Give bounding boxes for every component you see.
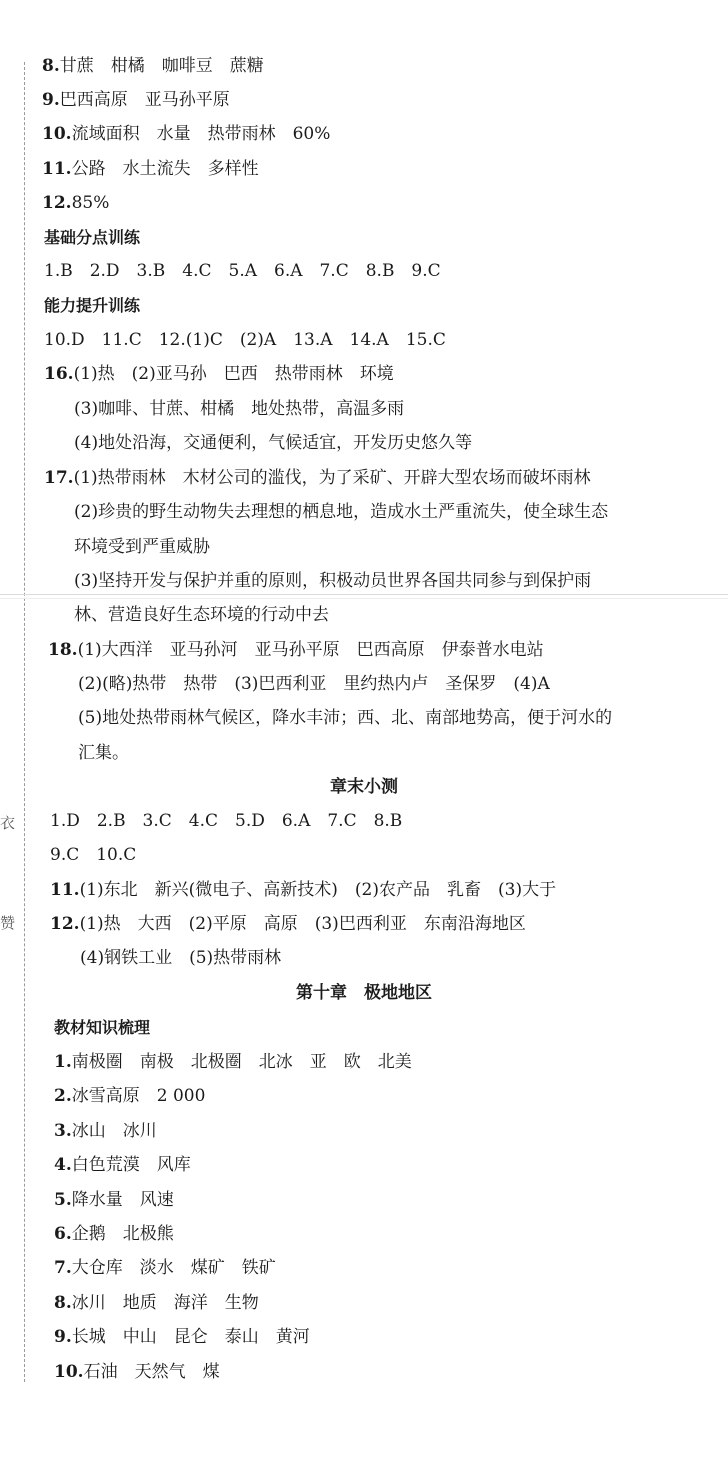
answer-line: (4)地处沿海，交通便利，气候适宜，开发历史悠久等 bbox=[74, 433, 473, 453]
answer-line: (3)咖啡、甘蔗、柑橘 地处热带，高温多雨 bbox=[74, 399, 405, 419]
section-heading: 教材知识梳理 bbox=[54, 1018, 151, 1037]
answer-line: 18.(1)大西洋 亚马孙河 亚马孙平原 巴西高原 伊泰普水电站 bbox=[48, 640, 544, 660]
chapter-test-title: 章末小测 bbox=[330, 777, 398, 797]
answer-line: 9.长城 中山 昆仑 泰山 黄河 bbox=[54, 1327, 310, 1347]
answer-line: 9.C 10.C bbox=[50, 845, 137, 865]
answer-line: 16.(1)热 (2)亚马孙 巴西 热带雨林 环境 bbox=[44, 364, 394, 384]
answer-line: 8.甘蔗 柑橘 咖啡豆 蔗糖 bbox=[42, 56, 264, 76]
answer-line: 1.D 2.B 3.C 4.C 5.D 6.A 7.C 8.B bbox=[50, 811, 403, 831]
margin-mark: 赞 bbox=[0, 914, 16, 932]
answer-line: 9.巴西高原 亚马孙平原 bbox=[42, 90, 230, 110]
answer-line: 环境受到严重威胁 bbox=[74, 537, 210, 557]
answer-line: 12.(1)热 大西 (2)平原 高原 (3)巴西利亚 东南沿海地区 bbox=[50, 914, 526, 934]
answer-line: 10.流域面积 水量 热带雨林 60% bbox=[42, 124, 331, 144]
page-fold-line-shadow bbox=[0, 598, 728, 599]
answer-line: 4.白色荒漠 风库 bbox=[54, 1155, 191, 1175]
answer-line: 7.大仓库 淡水 煤矿 铁矿 bbox=[54, 1258, 276, 1278]
margin-mark: 衣 bbox=[0, 814, 16, 832]
answer-line: 6.企鹅 北极熊 bbox=[54, 1224, 174, 1244]
section-heading: 基础分点训练 bbox=[44, 228, 141, 247]
answer-line: 3.冰山 冰川 bbox=[54, 1121, 157, 1141]
binding-margin-line bbox=[24, 62, 25, 1382]
answer-line: 12.85% bbox=[42, 193, 110, 213]
answer-line: 1.南极圈 南极 北极圈 北冰 亚 欧 北美 bbox=[54, 1052, 412, 1072]
answer-line: (5)地处热带雨林气候区，降水丰沛；西、北、南部地势高，便于河水的 bbox=[78, 708, 613, 728]
answer-line: 11.(1)东北 新兴(微电子、高新技术) (2)农产品 乳畜 (3)大于 bbox=[50, 880, 557, 900]
answer-line: 汇集。 bbox=[78, 743, 129, 763]
chapter-title: 第十章 极地地区 bbox=[296, 983, 432, 1003]
answer-line: (2)(略)热带 热带 (3)巴西利亚 里约热内卢 圣保罗 (4)A bbox=[78, 674, 550, 694]
section-heading: 能力提升训练 bbox=[44, 296, 141, 315]
answer-line: 2.冰雪高原 2 000 bbox=[54, 1086, 206, 1106]
answer-line: 10.石油 天然气 煤 bbox=[54, 1362, 220, 1382]
page-fold-line bbox=[0, 594, 728, 595]
answer-line: 5.降水量 风速 bbox=[54, 1190, 174, 1210]
answer-line: 1.B 2.D 3.B 4.C 5.A 6.A 7.C 8.B 9.C bbox=[44, 261, 441, 281]
answer-line: (3)坚持开发与保护并重的原则，积极动员世界各国共同参与到保护雨 bbox=[74, 571, 592, 591]
answer-line: 林、营造良好生态环境的行动中去 bbox=[74, 605, 329, 625]
answer-line: 17.(1)热带雨林 木材公司的滥伐，为了采矿、开辟大型农场而破坏雨林 bbox=[44, 468, 591, 488]
answer-line: 11.公路 水土流失 多样性 bbox=[42, 159, 259, 179]
answer-line: 8.冰川 地质 海洋 生物 bbox=[54, 1293, 259, 1313]
answer-line: 10.D 11.C 12.(1)C (2)A 13.A 14.A 15.C bbox=[44, 330, 446, 350]
answer-line: (2)珍贵的野生动物失去理想的栖息地，造成水土严重流失，使全球生态 bbox=[74, 502, 609, 522]
answer-line: (4)钢铁工业 (5)热带雨林 bbox=[80, 948, 282, 968]
